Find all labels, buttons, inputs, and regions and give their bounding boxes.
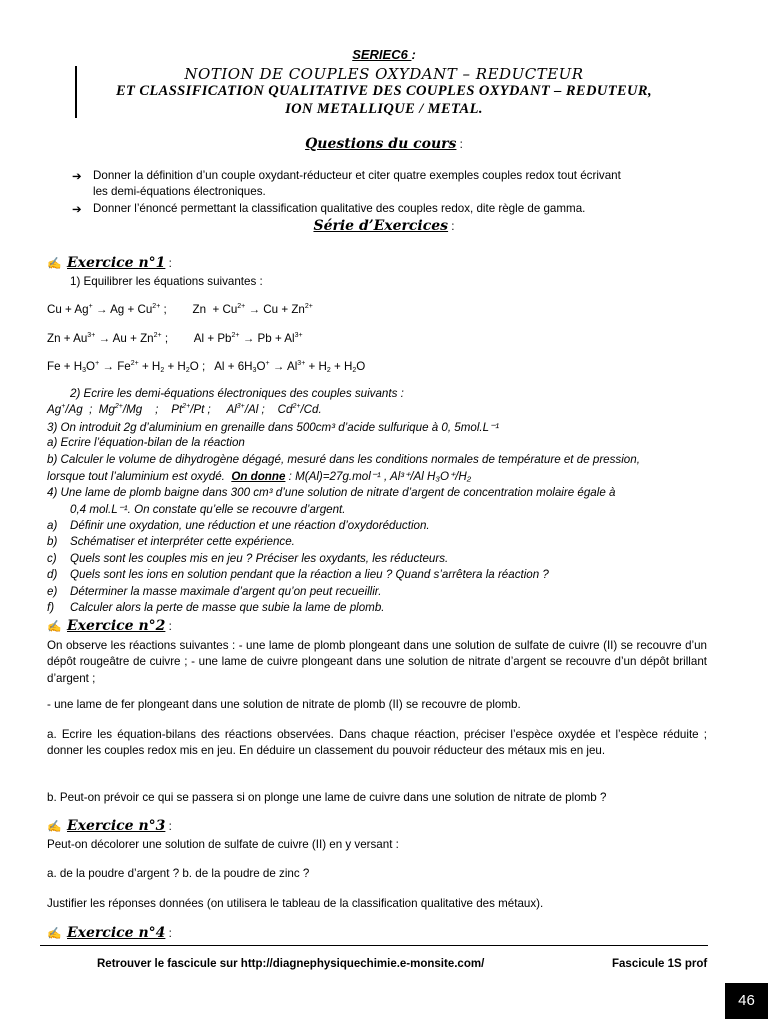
arrow-bullet-icon: ➔: [72, 203, 82, 216]
pen-bullet-icon: ✍: [47, 927, 62, 940]
equation-row-3: $Fe + H_3O^+ \to Fe^{2+} + H_2 + H_2O$ ; $Al + 6H_3O^+ \to Al^{3+} + H_2 + H_2O$: [47, 360, 366, 374]
redox-couples-list: Ag+/Ag ; $Mg^{2+}/Mg$ ; $Pt^{2+}/Pt$ ; $Al^{3+}/Al$ ; $Cd^{2+}/Cd$.: [47, 403, 322, 416]
ex1-q1: 1) Equilibrer les équations suivantes :: [70, 275, 263, 288]
exercise-1-heading: ✍ Exercice n°1 :: [47, 255, 172, 271]
ex1-q3b-line2: lorsque tout l’aluminium est oxydé. On donne : M(Al)=27g.mol⁻¹ , Al³⁺/Al H₃O⁺/H₂: [47, 470, 472, 483]
equation-row-2: $Zn + Au^{3+} \to Au + Zn^{2+}$ ; $Al + Pb^{2+} \to Pb + Al^{3+}$: [47, 332, 303, 345]
ex1-q4-line1: 4) Une lame de plomb baigne dans 300 cm³ d’une solution de nitrate d’argent de concentration molaire égale à: [47, 486, 616, 499]
ex1-q2: 2) Ecrire les demi-équations électroniques des couples suivants :: [70, 387, 404, 400]
cours-q1-line1: Donner la définition d’un couple oxydant-réducteur et citer quatre exemples couples redox tout écrivant: [93, 169, 621, 182]
series-code: SERIEC6 :: [352, 47, 416, 62]
footer-link[interactable]: Retrouver le fascicule sur http://diagnephysiquechimie.e-monsite.com/: [97, 958, 485, 970]
ex2-paragraph-2: - une lame de fer plongeant dans une solution de nitrate de plomb (II) se recouvre de plomb.: [47, 698, 521, 711]
page-number: 46: [725, 983, 768, 1019]
ex3-paragraph-2: a. de la poudre d’argent ? b. de la poudre de zinc ?: [47, 867, 310, 880]
exercise-2-heading: ✍ Exercice n°2 :: [47, 618, 172, 634]
cours-q2: Donner l’énoncé permettant la classification qualitative des couples redox, dite règle de gamma.: [93, 202, 586, 215]
header-title-line3: ION METALLIQUE / METAL.: [285, 101, 483, 117]
footer-rule: [40, 945, 708, 946]
pen-bullet-icon: ✍: [47, 620, 62, 633]
list-item: c) Quels sont les couples mis en jeu ? Préciser les oxydants, les réducteurs.: [47, 552, 449, 565]
list-item: b) Schématiser et interpréter cette expérience.: [47, 535, 295, 548]
arrow-bullet-icon: ➔: [72, 170, 82, 183]
pen-bullet-icon: ✍: [47, 257, 62, 270]
header-title-line2: ET CLASSIFICATION QUALITATIVE DES COUPLES OXYDANT – REDUTEUR,: [115, 83, 653, 99]
ex1-q3a: a) Ecrire l’équation-bilan de la réaction: [47, 436, 245, 449]
list-item: a) Définir une oxydation, une réduction et une réaction d’oxydoréduction.: [47, 519, 430, 532]
footer-fascicule: Fascicule 1S prof: [612, 958, 708, 970]
exercise-3-heading: ✍ Exercice n°3 :: [47, 818, 172, 834]
ex1-q3b-line1: b) Calculer le volume de dihydrogène dégagé, mesuré dans les conditions normales de température et de pression,: [47, 453, 640, 466]
ex2-paragraph-3: a. Ecrire les équation-bilans des réactions observées. Dans chaque réaction, préciser l’espèce oxydée et l’espèce réduite ; donner les couples redox mis en jeu. En déduire un classement du pouvoir réducteur des métaux mis en jeu.: [47, 728, 707, 758]
ex2-paragraph-4: b. Peut-on prévoir ce qui se passera si on plonge une lame de cuivre dans une solution de nitrate de plomb ?: [47, 791, 607, 804]
ex1-q3: 3) On introduit 2g d’aluminium en grenaille dans 500cm³ d’acide sulfurique à 0, 5mol.L⁻¹: [47, 421, 500, 434]
list-item: d) Quels sont les ions en solution pendant que la réaction a lieu ? Quand s’arrêtera la réaction ?: [47, 568, 549, 581]
header-title-line1: NOTION DE COUPLES OXYDANT – REDUCTEUR: [184, 65, 584, 83]
list-item: e) Déterminer la masse maximale d’argent qu’on peut recueillir.: [47, 585, 382, 598]
ex3-paragraph-1: Peut-on décolorer une solution de sulfate de cuivre (II) en y versant :: [47, 838, 399, 851]
pen-bullet-icon: ✍: [47, 820, 62, 833]
list-item: f) Calculer alors la perte de masse que subie la lame de plomb.: [47, 601, 385, 614]
cours-heading: Questions du cours :: [305, 136, 463, 152]
ex3-paragraph-3: Justifier les réponses données (on utilisera le tableau de la classification qualitative des métaux).: [47, 897, 544, 910]
ex2-paragraph-1: On observe les réactions suivantes : - une lame de plomb plongeant dans une solution de sulfate de cuivre (II) se recouvre d’un dépôt rougeâtre de cuivre ; - une lame de cuivre plongeant dans une solution de nitrate d’argent se recouvre d’un dépôt brillant d’argent ;: [47, 639, 707, 685]
ex1-q4-line2: 0,4 mol.L⁻¹. On constate qu’elle se recouvre d’argent.: [70, 503, 346, 516]
cours-q1-line2: les demi-équations électroniques.: [93, 185, 266, 198]
equation-row-1: $Cu + Ag^+ \to Ag + Cu^{2+}$ ; $Zn + Cu^{2+} \to Cu + Zn^{2+}$: [47, 303, 313, 316]
exercise-4-heading: ✍ Exercice n°4 :: [47, 925, 172, 941]
series-heading: Série d’Exercices :: [313, 218, 455, 234]
